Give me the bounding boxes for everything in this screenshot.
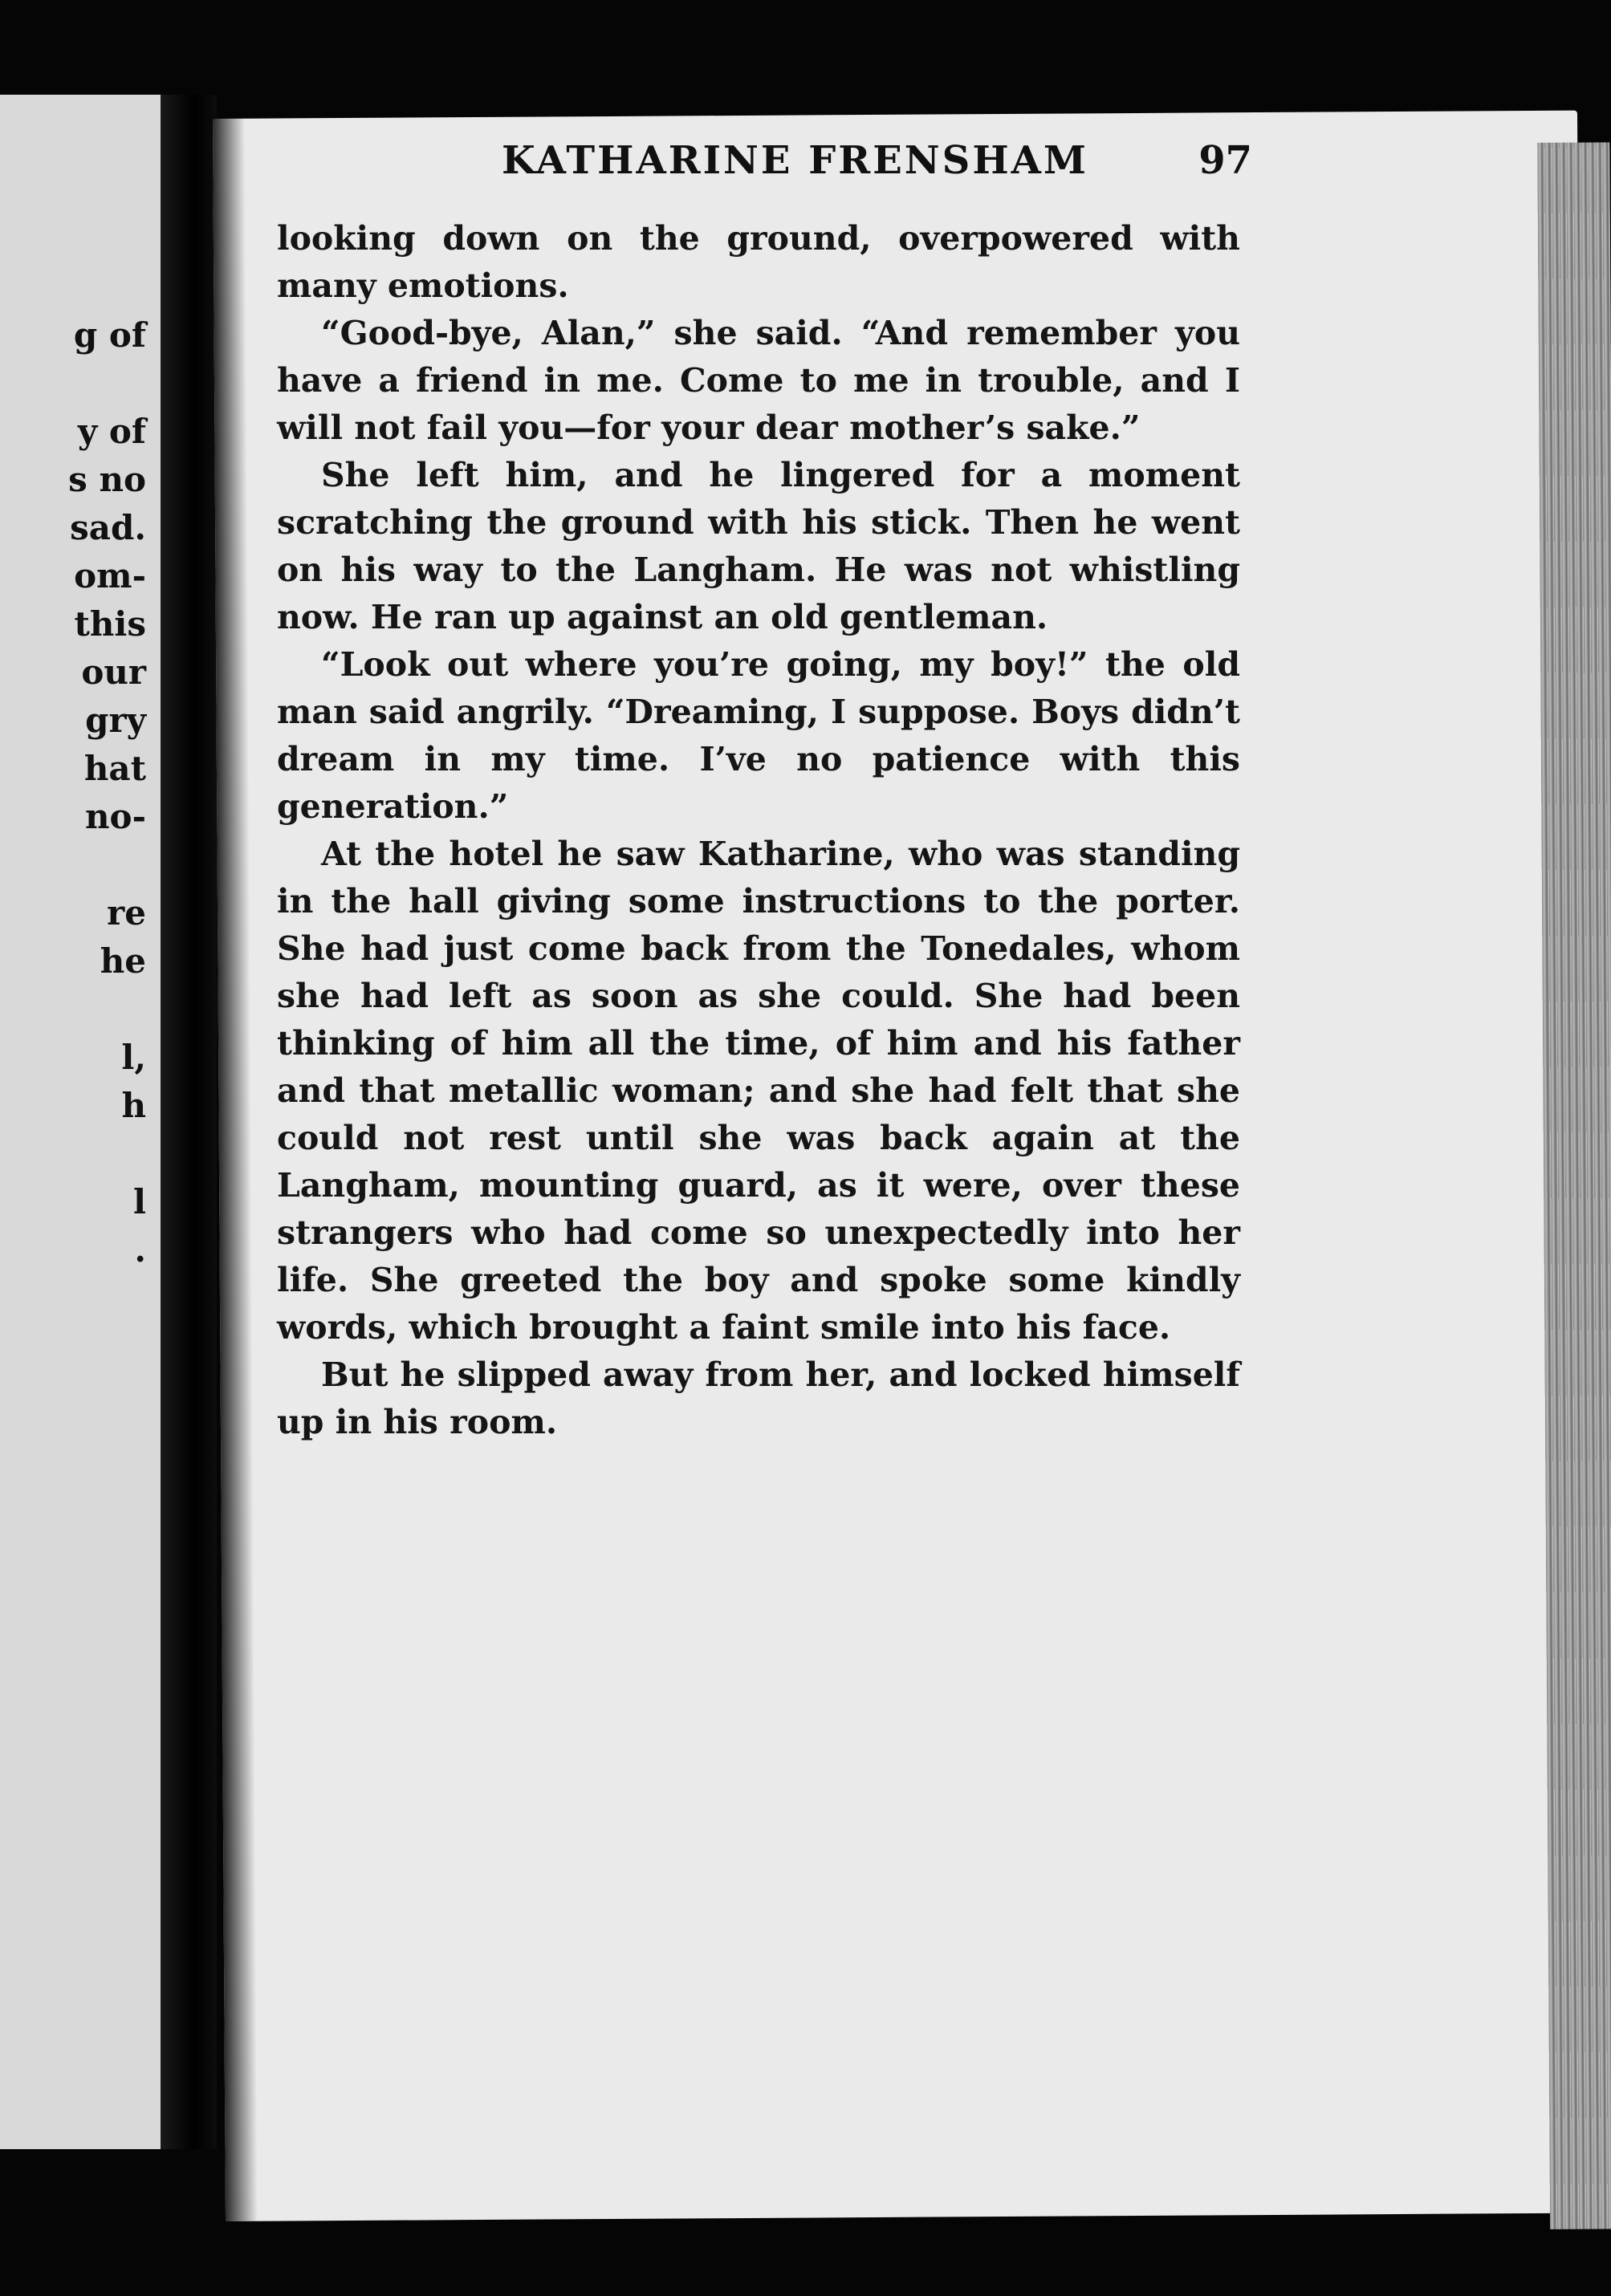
running-title: KATHARINE FRENSHAM (502, 138, 1089, 183)
left-fragment: l, (121, 1038, 146, 1077)
left-fragment: l (133, 1182, 146, 1221)
paragraph: “Look out where you’re going, my boy!” the old man said angrily. “Dreaming, I suppose. Boys didn’t dream in my time. I’ve no patience with this generation.” (277, 645, 1240, 826)
paragraph: At the hotel he saw Katharine, who was standing in the hall giving some instructions to the porter. She had just come back from the Tonedales, whom she had left as soon as she could. She had been thinking of him all the time, of him and his father and that metallic woman; and she had felt that she could not rest until she was back again at the Langham, mounting guard, as it were, over these strangers who had come so unexpectedly into her life. She greeted the boy and spoke some kindly words, which brought a faint smile into his face. (277, 835, 1240, 1347)
running-head (285, 138, 1252, 194)
left-fragment: he (100, 941, 146, 981)
page-edges (1537, 142, 1611, 2229)
paragraph: “Good-bye, Alan,” she said. “And remember you have a friend in me. Come to me in trouble, and I will not fail you—for your dear mother’s sake.” (277, 314, 1240, 447)
left-fragment: this (74, 604, 146, 644)
paragraph: But he slipped away from her, and locked himself up in his room. (277, 1355, 1240, 1441)
paragraph: looking down on the ground, overpowered with many emotions. (277, 219, 1240, 305)
left-fragment: h (121, 1086, 146, 1125)
left-fragment: gry (85, 701, 146, 740)
paragraph: She left him, and he lingered for a moment scratching the ground with his stick. Then he went on his way to the Langham. He was not whistling now. He ran up against an old gentleman. (277, 456, 1240, 636)
left-fragment: re (107, 893, 146, 933)
page-body (277, 215, 1240, 1446)
left-fragment: our (81, 652, 146, 692)
previous-page-fragment (0, 95, 161, 2149)
page-number: 97 (1198, 138, 1252, 183)
book-gutter (161, 95, 217, 2149)
left-fragment: hat (83, 749, 146, 788)
left-fragment: y of (77, 412, 146, 451)
left-fragment: no- (85, 797, 146, 836)
left-fragment: sad. (70, 508, 146, 547)
left-fragment: om- (74, 556, 146, 595)
left-fragment: s no (68, 460, 146, 499)
left-fragment: . (134, 1230, 146, 1270)
left-fragment: g of (73, 315, 146, 355)
